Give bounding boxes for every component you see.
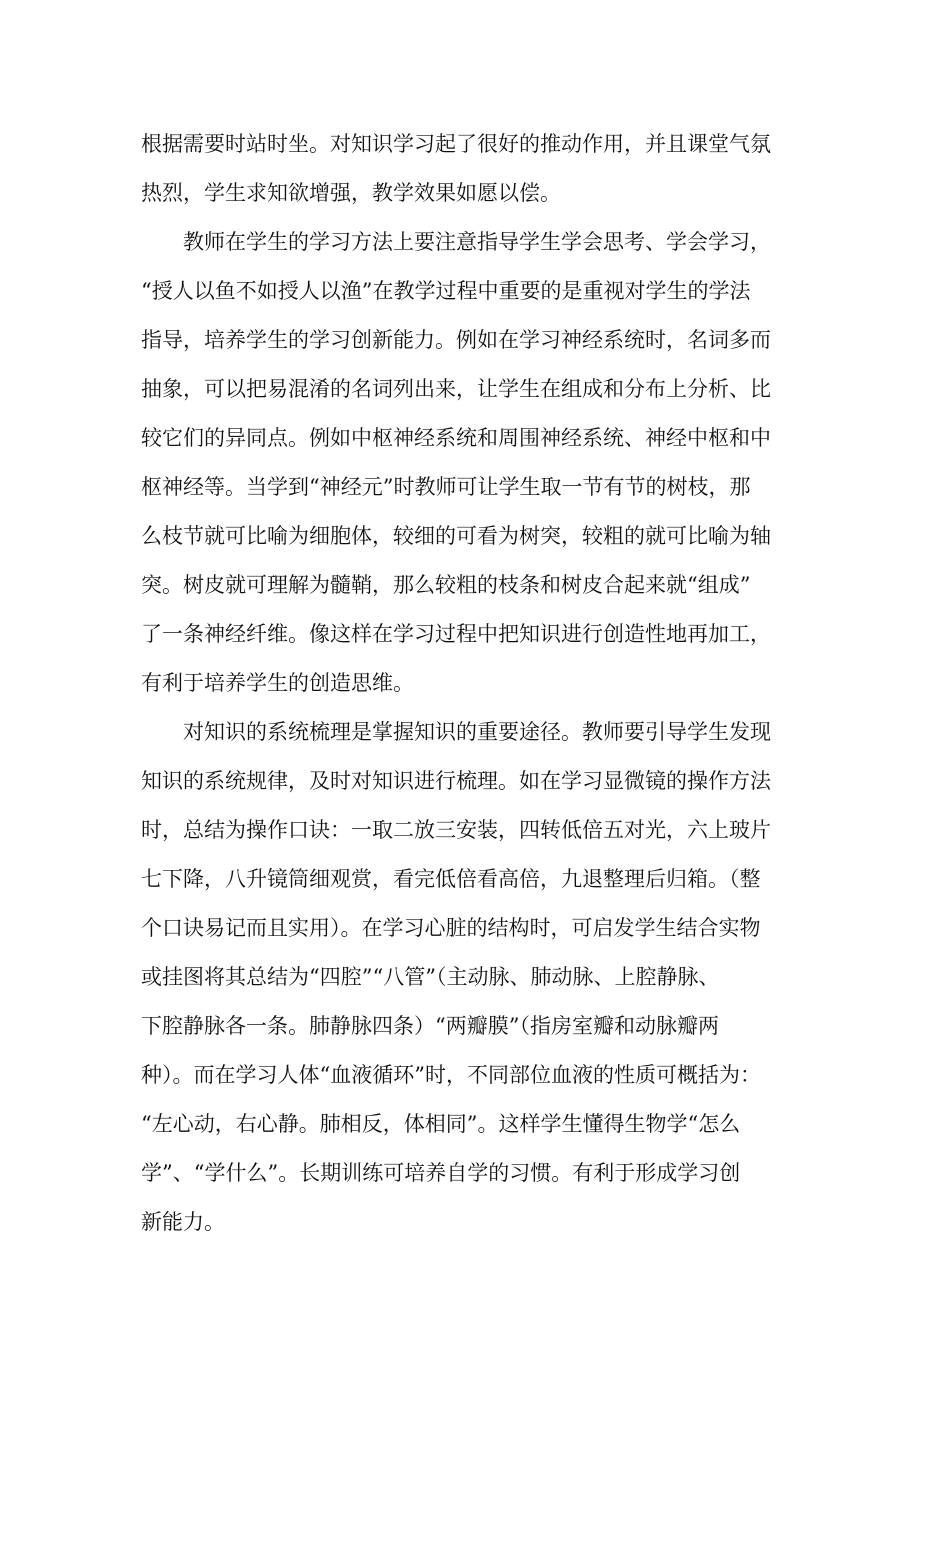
text-line: 下腔静脉各一条。肺静脉四条）“两瓣膜”（指房室瓣和动脉瓣两 [141, 1014, 719, 1038]
text-line: 热烈，学生求知欲增强，教学效果如愿以偿。 [141, 181, 561, 205]
text-line: 知识的系统规律，及时对知识进行梳理。如在学习显微镜的操作方法 [141, 769, 771, 793]
text-line: 或挂图将其总结为“四腔”“八管”（主动脉、肺动脉、上腔静脉、 [141, 965, 720, 989]
text-line: 了一条神经纤维。像这样在学习过程中把知识进行创造性地再加工， [141, 622, 771, 646]
text-line: “左心动，右心静。肺相反，体相同”。这样学生懂得生物学“怎么 [141, 1112, 741, 1136]
text-line: 指导，培养学生的学习创新能力。例如在学习神经系统时，名词多而 [141, 328, 771, 352]
text-line: 么枝节就可比喻为细胞体，较细的可看为树突，较粗的就可比喻为轴 [141, 524, 771, 548]
text-line: 突。树皮就可理解为髓鞘，那么较粗的枝条和树皮合起来就“组成” [141, 573, 751, 597]
text-line: 抽象，可以把易混淆的名词列出来，让学生在组成和分布上分析、比 [141, 377, 771, 401]
text-line: 七下降，八升镜筒细观赏，看完低倍看高倍，九退整理后归箱。（整 [141, 867, 761, 891]
text-line: 个口诀易记而且实用）。在学习心脏的结构时，可启发学生结合实物 [141, 916, 761, 940]
text-line: 枢神经等。当学到“神经元”时教师可让学生取一节有节的树枝，那 [141, 475, 751, 499]
text-line: 时，总结为操作口诀：一取二放三安装，四转低倍五对光，六上玻片 [141, 818, 771, 842]
text-line: “授人以鱼不如授人以渔”在教学过程中重要的是重视对学生的学法 [141, 279, 751, 303]
paragraph-start-line: 教师在学生的学习方法上要注意指导学生学会思考、学会学习， [183, 230, 771, 254]
text-line: 学”、“学什么”。长期训练可培养自学的习惯。有利于形成学习创 [141, 1161, 741, 1185]
text-line: 种）。而在学习人体“血液循环”时，不同部位血液的性质可概括为： [141, 1063, 761, 1087]
text-line: 有利于培养学生的创造思维。 [141, 671, 414, 695]
paragraph-start-line: 对知识的系统梳理是掌握知识的重要途径。教师要引导学生发现 [183, 720, 771, 744]
text-line: 根据需要时站时坐。对知识学习起了很好的推动作用，并且课堂气氛 [141, 132, 771, 156]
text-line: 新能力。 [141, 1210, 225, 1234]
text-line: 较它们的异同点。例如中枢神经系统和周围神经系统、神经中枢和中 [141, 426, 771, 450]
